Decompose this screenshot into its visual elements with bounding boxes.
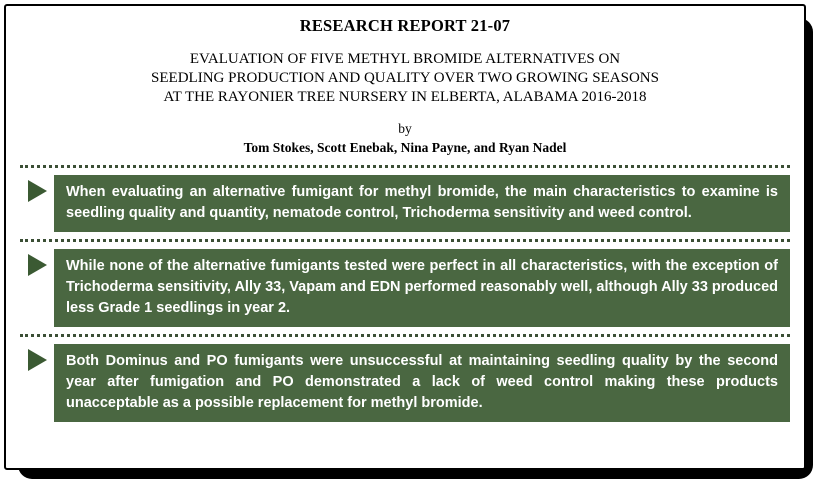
- triangle-right-icon: [28, 180, 47, 202]
- triangle-right-icon: [28, 254, 47, 276]
- divider-top: [20, 165, 790, 168]
- list-item: [20, 175, 790, 232]
- bullet-marker-1: [20, 175, 54, 202]
- subtitle-line-3: AT THE RAYONIER TREE NURSERY IN ELBERTA, ALABAMA 2016-2018: [163, 89, 647, 105]
- report-card: [4, 4, 806, 470]
- subtitle-line-1: EVALUATION OF FIVE METHYL BROMIDE ALTERNATIVES ON: [189, 51, 621, 67]
- divider-middle-2: [20, 334, 790, 337]
- triangle-right-icon: [28, 349, 47, 371]
- by-label: by: [398, 121, 412, 136]
- bullet-marker-3: [20, 344, 54, 371]
- list-item: [20, 344, 790, 422]
- page-title: RESEARCH REPORT 21-07: [299, 16, 511, 35]
- bullet-text-2: [54, 249, 790, 327]
- author-list: Tom Stokes, Scott Enebak, Nina Payne, and Ryan Nadel: [243, 140, 567, 155]
- bullet-marker-2: [20, 249, 54, 276]
- bullet-paragraph: Both Dominus and PO fumigants were unsuccessful at maintaining seedling quality by the second year after fumigation and PO demonstrated a lack of weed control making these products unacceptable as a possible replacement for methyl bromide.: [66, 353, 778, 411]
- list-item: [20, 249, 790, 327]
- bullet-paragraph: When evaluating an alternative fumigant for methyl bromide, the main characteristics to examine is seedling quality and quantity, nematode control, Trichoderma sensitivity and weed control.: [66, 184, 778, 221]
- report-subtitle: [36, 50, 774, 107]
- bullet-text-1: [54, 175, 790, 232]
- bullet-paragraph: While none of the alternative fumigants tested were perfect in all characteristics, with the exception of Trichoderma sensitivity, Ally 33, Vapam and EDN performed reasonably well, although Ally 33 produced less Grade 1 seedlings in year 2.: [66, 258, 778, 316]
- report-header: [6, 6, 804, 156]
- bullet-text-3: [54, 344, 790, 422]
- divider-middle-1: [20, 239, 790, 242]
- subtitle-line-2: SEEDLING PRODUCTION AND QUALITY OVER TWO GROWING SEASONS: [151, 70, 659, 86]
